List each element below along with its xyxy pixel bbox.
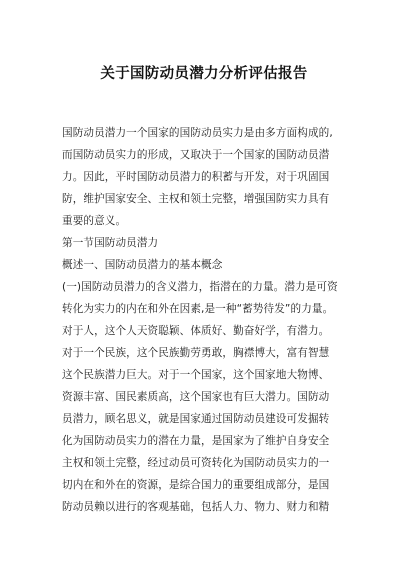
body-line: 对于一个民族，这个民族勤劳勇敢，胸襟博大，富有智慧: [62, 347, 330, 359]
body-line: 防，维护国家安全、主权和领土完整，增强国防实力具有: [62, 193, 330, 205]
body-line: 切内在和外在的资源，是综合国力的重要组成部分，是国: [62, 479, 330, 491]
body-line: 重要的意义。: [62, 215, 127, 227]
body-line: (一)国防动员潜力的含义潜力，指潜在的力量。潜力是可资: [62, 281, 338, 293]
body-line: 对于人，这个人天资聪颖、体质好、勤奋好学，有潜力。: [62, 325, 330, 337]
body-line: 力。因此，平时国防动员潜力的积蓄与开发，对于巩固国: [62, 171, 330, 183]
body-line: 主权和领土完整，经过动员可资转化为国防动员实力的一: [62, 457, 330, 469]
body-line: 资源丰富、国民素质高，这个国家也有巨大潜力。国防动: [62, 391, 330, 403]
subsection-heading: 概述一、国防动员潜力的基本概念: [62, 259, 223, 271]
body-line: 国防动员潜力一个国家的国防动员实力是由多方面构成的,: [62, 127, 333, 139]
body-line: 化为国防动员实力的潜在力量，是国家为了维护自身安全: [62, 435, 330, 447]
document-title: 关于国防动员潜力分析评估报告: [100, 66, 308, 82]
body-line: 而国防动员实力的形成，又取决于一个国家的国防动员潜: [62, 149, 330, 161]
body-line: 转化为实力的内在和外在因素,是一种“蓄势待发”的力量。: [62, 303, 334, 315]
document-body: [62, 122, 362, 518]
section-heading: 第一节国防动员潜力: [62, 237, 159, 249]
body-line: 这个民族潜力巨大。对于一个国家，这个国家地大物博、: [62, 369, 330, 381]
body-line: 防动员赖以进行的客观基础，包括人力、物力、财力和精: [62, 501, 330, 513]
body-line: 员潜力，顾名思义，就是国家通过国防动员建设可发掘转: [62, 413, 330, 425]
